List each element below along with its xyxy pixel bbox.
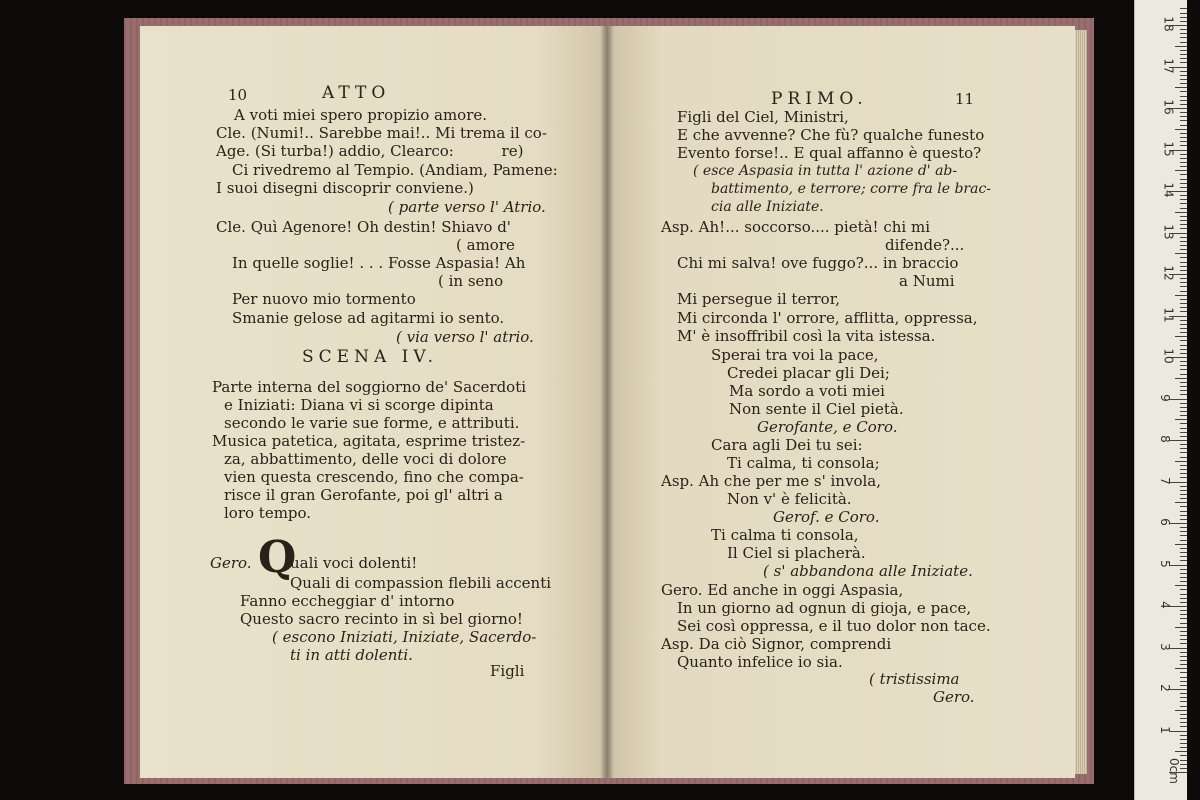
stage-direction: ( escono Iniziati, Iniziate, Sacerdo- — [272, 628, 537, 646]
page-number: 11 — [955, 90, 975, 108]
ruler-tick — [1180, 137, 1187, 138]
text-line: Questo sacro recinto in sì bel giorno! — [240, 610, 523, 628]
right-page — [607, 26, 1075, 778]
ruler-tick — [1180, 8, 1187, 9]
ruler-tick — [1180, 216, 1187, 217]
ruler-tick — [1180, 224, 1187, 225]
ruler-tick — [1180, 21, 1187, 22]
ruler-tick — [1175, 253, 1187, 254]
text-line: Cle. (Numi!.. Sarebbe mai!.. Mi trema il co- — [216, 124, 547, 142]
ruler-tick — [1180, 13, 1187, 14]
ruler-tick — [1180, 262, 1187, 263]
ruler-tick — [1180, 361, 1187, 362]
ruler-tick — [1175, 46, 1187, 47]
book-gutter — [600, 26, 614, 778]
ruler-tick — [1180, 635, 1187, 636]
ruler-tick — [1180, 353, 1187, 354]
ruler-tick — [1180, 706, 1187, 707]
stage-direction-line: Musica patetica, agitata, esprime tristez- — [212, 432, 526, 450]
ruler-tick — [1180, 58, 1187, 59]
ruler-label: 18 — [1161, 16, 1176, 32]
ruler-tick — [1175, 585, 1187, 586]
ruler-tick — [1180, 498, 1187, 499]
ruler-tick — [1180, 494, 1187, 495]
ruler-tick — [1180, 203, 1187, 204]
stage-direction-line: risce il gran Gerofante, poi gl' altri a — [224, 486, 503, 504]
ruler-label: 7 — [1157, 476, 1172, 485]
text-line: uali voci dolenti! — [290, 554, 418, 572]
ruler-tick — [1180, 154, 1187, 155]
ruler-tick — [1180, 278, 1187, 279]
ruler-tick — [1180, 685, 1187, 686]
ruler-tick — [1180, 237, 1187, 238]
ruler-tick — [1180, 581, 1187, 582]
ruler-tick — [1180, 672, 1187, 673]
ruler-tick — [1180, 560, 1187, 561]
ruler-label: 17 — [1161, 57, 1176, 74]
ruler-tick — [1180, 652, 1187, 653]
ruler-tick — [1180, 324, 1187, 325]
text-line: Credei placar gli Dei; — [727, 364, 890, 382]
ruler-tick — [1180, 286, 1187, 287]
ruler-tick — [1180, 486, 1187, 487]
ruler-tick — [1180, 436, 1187, 437]
ruler-label: 2 — [1157, 684, 1172, 692]
ruler-tick — [1180, 423, 1187, 424]
text-line: Fanno eccheggiar d' intorno — [240, 592, 455, 610]
ruler-tick — [1180, 469, 1187, 470]
text-line: Mi persegue il terror, — [677, 290, 840, 308]
ruler-tick — [1180, 328, 1187, 329]
stage-direction: ( parte verso l' Atrio. — [388, 198, 546, 216]
ruler-tick — [1180, 739, 1187, 740]
left-page — [140, 26, 607, 778]
ruler-tick — [1180, 33, 1187, 34]
speaker-label: Gerofante, e Coro. — [757, 418, 898, 436]
text-line: Non v' è felicità. — [727, 490, 852, 508]
ruler-tick — [1175, 751, 1187, 752]
ruler-label: 11 — [1161, 306, 1176, 323]
stage-direction: cia alle Iniziate. — [711, 199, 824, 215]
ruler-tick — [1180, 519, 1187, 520]
scene-heading: SCENA IV. — [302, 347, 439, 367]
ruler-tick — [1180, 415, 1187, 416]
ruler-label: 14 — [1161, 182, 1176, 198]
ruler-tick — [1175, 627, 1187, 628]
stage-direction: battimento, e terrore; corre fra le brac- — [711, 181, 992, 197]
ruler-tick — [1180, 527, 1187, 528]
ruler-tick — [1180, 656, 1187, 657]
ruler-label: 12 — [1161, 265, 1176, 281]
ruler-tick — [1180, 345, 1187, 346]
ruler-tick — [1180, 718, 1187, 719]
ruler-tick — [1175, 419, 1187, 420]
ruler-tick — [1180, 303, 1187, 304]
drop-cap: Q — [258, 532, 297, 583]
ruler-tick — [1180, 120, 1187, 121]
ruler-tick — [1180, 552, 1187, 553]
text-line: Quanto infelice io sia. — [677, 653, 843, 671]
ruler-tick — [1180, 220, 1187, 221]
ruler-tick — [1180, 448, 1187, 449]
ruler-tick — [1180, 714, 1187, 715]
ruler-tick — [1180, 631, 1187, 632]
ruler-tick — [1180, 266, 1187, 267]
ruler-tick — [1180, 693, 1187, 694]
ruler-label: 1 — [1157, 725, 1172, 734]
ruler-label: 0cm — [1166, 758, 1181, 784]
ruler-tick — [1180, 618, 1187, 619]
ruler-tick — [1180, 71, 1187, 72]
ruler-tick — [1180, 228, 1187, 229]
text-line: Cle. Quì Agenore! Oh destin! Shiavo d' — [216, 218, 511, 236]
ruler-tick — [1180, 643, 1187, 644]
ruler-label: 10 — [1161, 348, 1176, 364]
ruler-tick — [1180, 511, 1187, 512]
ruler-tick — [1180, 54, 1187, 55]
ruler-tick — [1180, 133, 1187, 134]
text-line: Il Ciel si placherà. — [727, 544, 866, 562]
ruler-tick — [1180, 340, 1187, 341]
ruler-tick — [1175, 668, 1187, 669]
ruler-tick — [1180, 158, 1187, 159]
ruler-tick — [1180, 257, 1187, 258]
ruler-tick — [1180, 664, 1187, 665]
ruler-tick — [1180, 506, 1187, 507]
stage-direction: ( tristissima — [869, 670, 960, 688]
text-line: ( in seno — [438, 272, 504, 290]
running-head: ATTO — [322, 83, 391, 103]
ruler-tick — [1180, 29, 1187, 30]
ruler-tick — [1180, 540, 1187, 541]
page-edges — [1075, 30, 1087, 774]
ruler-tick — [1180, 681, 1187, 682]
ruler-tick — [1180, 394, 1187, 395]
ruler-tick — [1180, 473, 1187, 474]
ruler-tick — [1180, 91, 1187, 92]
text-line: Non sente il Ciel pietà. — [729, 400, 904, 418]
text-line: In quelle soglie! . . . Fosse Aspasia! Ah — [232, 254, 526, 272]
text-line: Sperai tra voi la pace, — [711, 346, 879, 364]
ruler-tick — [1180, 411, 1187, 412]
ruler-tick — [1180, 548, 1187, 549]
stage-direction-line: secondo le varie sue forme, e attributi. — [224, 414, 520, 432]
ruler-tick — [1180, 760, 1187, 761]
ruler-tick — [1180, 403, 1187, 404]
ruler-tick — [1180, 349, 1187, 350]
ruler-tick — [1180, 639, 1187, 640]
ruler-tick — [1180, 577, 1187, 578]
speaker-label: Gero. — [210, 554, 252, 572]
ruler-tick — [1180, 677, 1187, 678]
ruler-tick — [1180, 386, 1187, 387]
ruler-tick — [1175, 170, 1187, 171]
ruler-tick — [1180, 722, 1187, 723]
text-line: Asp. Da ciò Signor, comprendi — [661, 635, 892, 653]
ruler-tick — [1180, 407, 1187, 408]
text-line: Per nuovo mio tormento — [232, 290, 416, 308]
ruler-label: 13 — [1161, 223, 1176, 240]
text-line: Age. (Si turba!) addio, Clearco: re) — [216, 142, 524, 160]
ruler-tick — [1180, 390, 1187, 391]
text-line: I suoi disegni discoprir conviene.) — [216, 179, 474, 197]
ruler-tick — [1180, 320, 1187, 321]
ruler-tick — [1180, 42, 1187, 43]
ruler-label: 6 — [1157, 518, 1172, 526]
catchword: Figli — [490, 662, 525, 680]
ruler-tick — [1180, 145, 1187, 146]
ruler-tick — [1180, 100, 1187, 101]
ruler-tick — [1175, 461, 1187, 462]
ruler-tick — [1180, 174, 1187, 175]
ruler-tick — [1180, 249, 1187, 250]
text-line: E che avvenne? Che fù? qualche funesto — [677, 126, 985, 144]
ruler-tick — [1180, 125, 1187, 126]
text-line: Chi mi salva! ove fuggo?... in braccio — [677, 254, 959, 272]
text-line: In un giorno ad ognun di gioja, e pace, — [677, 599, 972, 617]
ruler-tick — [1180, 270, 1187, 271]
ruler-tick — [1180, 444, 1187, 445]
ruler-tick — [1180, 195, 1187, 196]
ruler-tick — [1180, 332, 1187, 333]
ruler-tick — [1180, 747, 1187, 748]
ruler-tick — [1180, 768, 1187, 769]
ruler-tick — [1180, 598, 1187, 599]
ruler-tick — [1180, 490, 1187, 491]
ruler-tick — [1180, 428, 1187, 429]
ruler-tick — [1175, 710, 1187, 711]
ruler-tick — [1180, 602, 1187, 603]
stage-direction-line: loro tempo. — [224, 504, 312, 522]
ruler-tick — [1180, 735, 1187, 736]
text-line: a Numi — [899, 272, 955, 290]
ruler-tick — [1180, 610, 1187, 611]
ruler-tick — [1180, 162, 1187, 163]
ruler-tick — [1180, 37, 1187, 38]
ruler-tick — [1180, 141, 1187, 142]
ruler-tick — [1180, 245, 1187, 246]
text-line: Quali di compassion flebili accenti — [290, 574, 552, 592]
text-line: Ma sordo a voti miei — [729, 382, 885, 400]
ruler-tick — [1180, 569, 1187, 570]
ruler-tick — [1180, 291, 1187, 292]
ruler-tick — [1180, 465, 1187, 466]
ruler-label: 3 — [1157, 642, 1172, 651]
text-line: Cara agli Dei tu sei: — [711, 436, 863, 454]
ruler-tick — [1180, 697, 1187, 698]
text-line: ( amore — [456, 236, 515, 254]
page-number: 10 — [228, 86, 248, 104]
ruler-tick — [1180, 701, 1187, 702]
ruler-label: 4 — [1157, 601, 1172, 609]
ruler-tick — [1180, 183, 1187, 184]
ruler-tick — [1180, 96, 1187, 97]
text-line: Mi circonda l' orrore, afflitta, oppressa, — [677, 309, 978, 327]
stage-direction: ( s' abbandona alle Iniziate. — [763, 562, 973, 580]
stage-direction-line: e Iniziati: Diana vi si scorge dipinta — [224, 396, 494, 414]
text-line: Asp. Ah che per me s' invola, — [661, 472, 881, 490]
ruler-tick — [1175, 129, 1187, 130]
ruler-tick — [1180, 307, 1187, 308]
ruler-tick — [1180, 660, 1187, 661]
ruler-tick — [1180, 311, 1187, 312]
stage-direction: ti in atti dolenti. — [290, 646, 413, 664]
ruler-tick — [1180, 452, 1187, 453]
ruler-tick — [1180, 573, 1187, 574]
ruler-tick — [1180, 166, 1187, 167]
ruler-tick — [1180, 79, 1187, 80]
ruler-tick — [1180, 531, 1187, 532]
text-line: Evento forse!.. E qual affanno è questo? — [677, 144, 982, 162]
text-line: Sei così oppressa, e il tuo dolor non tace. — [677, 617, 991, 635]
ruler-tick — [1180, 299, 1187, 300]
text-line: Figli del Ciel, Ministri, — [677, 108, 849, 126]
ruler-tick — [1175, 544, 1187, 545]
ruler-tick — [1175, 502, 1187, 503]
stage-direction: ( esce Aspasia in tutta l' azione d' ab- — [693, 163, 958, 179]
ruler-tick — [1175, 87, 1187, 88]
text-line: Smanie gelose ad agitarmi io sento. — [232, 309, 505, 327]
text-line: Ti calma, ti consola; — [727, 454, 880, 472]
text-line: M' è insoffribil così la vita istessa. — [677, 327, 936, 345]
text-line: difende?... — [885, 236, 965, 254]
ruler-tick — [1180, 187, 1187, 188]
ruler-tick — [1180, 515, 1187, 516]
ruler-label: 8 — [1157, 435, 1172, 443]
ruler-label: 9 — [1157, 393, 1172, 402]
text-line: Asp. Ah!... soccorso.... pietà! chi mi — [661, 218, 930, 236]
stage-direction-line: za, abbattimento, delle voci di dolore — [224, 450, 507, 468]
ruler-tick — [1180, 369, 1187, 370]
ruler-tick — [1180, 764, 1187, 765]
ruler-label: 16 — [1161, 99, 1176, 115]
stage-direction-line: vien questa crescendo, fino che compa- — [224, 468, 524, 486]
ruler-tick — [1180, 589, 1187, 590]
ruler-tick — [1180, 116, 1187, 117]
stage-direction-line: Parte interna del soggiorno de' Sacerdoti — [212, 378, 527, 396]
ruler-tick — [1180, 208, 1187, 209]
ruler-tick — [1180, 743, 1187, 744]
text-line: Gero. Ed anche in oggi Aspasia, — [661, 581, 904, 599]
ruler-tick — [1180, 623, 1187, 624]
ruler-tick — [1180, 477, 1187, 478]
ruler-tick — [1180, 432, 1187, 433]
catchword: Gero. — [933, 688, 975, 706]
ruler-tick — [1180, 75, 1187, 76]
stage-direction: ( via verso l' atrio. — [396, 328, 534, 346]
ruler-tick — [1180, 535, 1187, 536]
ruler-tick — [1180, 457, 1187, 458]
ruler-tick — [1180, 17, 1187, 18]
ruler-label: 15 — [1161, 140, 1176, 157]
text-line: A voti miei spero propizio amore. — [234, 106, 488, 124]
ruler-tick — [1180, 556, 1187, 557]
ruler-tick — [1180, 50, 1187, 51]
text-line: Ci rivedremo al Tempio. (Andiam, Pamene: — [232, 161, 558, 179]
ruler-tick — [1180, 241, 1187, 242]
ruler-tick — [1180, 282, 1187, 283]
ruler-tick — [1180, 594, 1187, 595]
text-line: Ti calma ti consola, — [711, 526, 859, 544]
ruler-tick — [1180, 382, 1187, 383]
ruler-tick — [1180, 112, 1187, 113]
ruler-tick — [1180, 83, 1187, 84]
ruler-tick — [1180, 374, 1187, 375]
speaker-label: Gerof. e Coro. — [773, 508, 880, 526]
ruler-tick — [1175, 336, 1187, 337]
ruler-tick — [1180, 726, 1187, 727]
ruler-tick — [1180, 365, 1187, 366]
ruler-tick — [1175, 212, 1187, 213]
ruler-tick — [1180, 199, 1187, 200]
ruler-tick — [1175, 295, 1187, 296]
ruler-label: 5 — [1157, 559, 1172, 568]
measurement-ruler — [1134, 0, 1187, 800]
ruler-tick — [1180, 614, 1187, 615]
ruler-tick — [1180, 179, 1187, 180]
ruler-tick — [1180, 104, 1187, 105]
ruler-tick — [1175, 378, 1187, 379]
running-head: PRIMO. — [771, 89, 868, 109]
ruler-tick — [1180, 755, 1187, 756]
ruler-tick — [1180, 62, 1187, 63]
